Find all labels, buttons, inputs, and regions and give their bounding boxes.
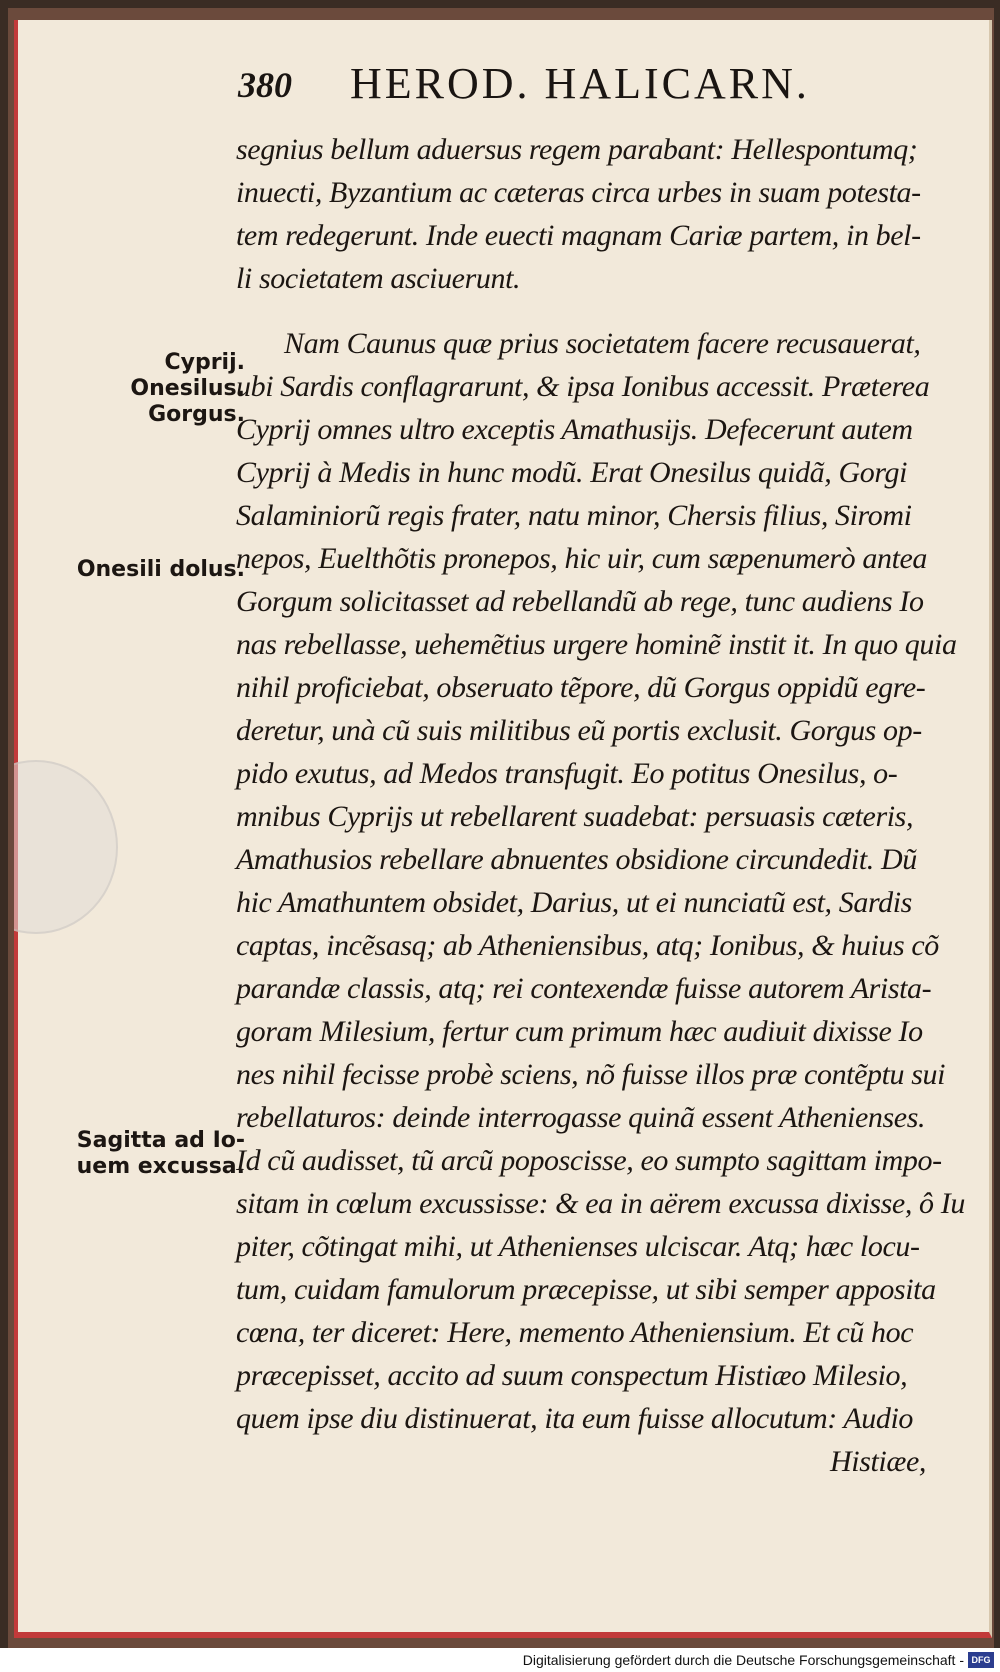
- margin-note: Onesilus.: [130, 376, 245, 401]
- text-line: captas, incẽsasq; ab Atheniensibus, atq; Ionibus, & huius cõ: [236, 929, 939, 962]
- text-line: nes nihil fecisse probè sciens, nõ fuisse illos præ contẽptu sui: [236, 1058, 946, 1091]
- text-line: ubi Sardis conflagrarunt, & ipsa Ionibus accessit. Præterea: [236, 370, 930, 403]
- text-line: Cyprij omnes ultro exceptis Amathusijs. Defecerunt autem: [236, 413, 913, 446]
- text-line: piter, cõtingat mihi, ut Athenienses ulciscar. Atq; hæc locu-: [236, 1230, 920, 1263]
- text-line: præcepisset, accito ad suum conspectum Histiæo Milesio,: [236, 1359, 908, 1392]
- text-line: tum, cuidam famulorum præcepisse, ut sibi semper apposita: [236, 1273, 936, 1306]
- margin-note: uem excussa.: [76, 1154, 245, 1179]
- text-line: Id cũ audisset, tũ arcũ poposcisse, eo sumpto sagittam impo-: [236, 1144, 942, 1177]
- text-line: goram Milesium, fertur cum primum hæc audiuit dixisse Io: [236, 1015, 923, 1048]
- digitization-footer: [0, 1648, 1000, 1672]
- margin-note: Cyprij.: [164, 350, 245, 375]
- text-line: Amathusios rebellare abnuentes obsidione circundedit. Dũ: [236, 843, 917, 876]
- text-line: hic Amathuntem obsidet, Darius, ut ei nunciatũ est, Sardis: [236, 886, 912, 919]
- text-line: Gorgum solicitasset ad rebellandũ ab rege, tunc audiens Io: [236, 585, 924, 618]
- text-line: inuecti, Byzantium ac cæteras circa urbes in suam potesta-: [236, 176, 921, 209]
- scanner-thumb-clip: [14, 760, 118, 934]
- text-line: mnibus Cyprijs ut rebellarent suadebat: persuasis cæteris,: [236, 800, 914, 833]
- running-head: [238, 54, 918, 114]
- text-line: cœna, ter diceret: Here, memento Atheniensium. Et cũ hoc: [236, 1316, 914, 1349]
- page-number: 380: [238, 65, 292, 105]
- text-line: Nam Caunus quæ prius societatem facere recusauerat,: [284, 327, 921, 360]
- text-line: segnius bellum aduersus regem parabant: Hellespontumq;: [236, 133, 918, 166]
- dfg-logo-icon: DFG: [968, 1652, 994, 1668]
- margin-note: Onesili dolus.: [76, 557, 245, 582]
- text-line: pido exutus, ad Medos transfugit. Eo potitus Onesilus, o-: [236, 757, 898, 790]
- margin-note: Sagitta ad Io-: [76, 1128, 245, 1153]
- catchword: Histiæe,: [830, 1445, 926, 1478]
- dfg-credit-text: Digitalisierung gefördert durch die Deutsche Forschungsgemeinschaft -: [522, 1652, 964, 1668]
- text-line: parandæ classis, atq; rei contexendæ fuisse autorem Arista-: [236, 972, 932, 1005]
- text-line: sitam in cœlum excussisse: & ea in aërem excussa dixisse, ô Iu: [236, 1187, 965, 1220]
- text-line: rebellaturos: deinde interrogasse quinã essent Athenienses.: [236, 1101, 926, 1134]
- text-line: deretur, unà cũ suis militibus eũ portis exclusit. Gorgus op-: [236, 714, 922, 747]
- body-text: [236, 128, 965, 1483]
- running-head-title: HEROD. HALICARN.: [350, 59, 810, 108]
- text-line: tem redegerunt. Inde euecti magnam Cariæ partem, in bel-: [236, 219, 921, 252]
- text-line: li societatem asciuerunt.: [236, 262, 521, 295]
- paragraph-gap: [236, 300, 926, 322]
- book-page: [14, 20, 992, 1638]
- text-line: nas rebellasse, uehemẽtius urgere hominẽ instit it. In quo quia: [236, 628, 957, 661]
- text-line: nihil proficiebat, obseruato tẽpore, dũ Gorgus oppidũ egre-: [236, 671, 926, 704]
- text-line: quem ipse diu distinuerat, ita eum fuisse allocutum: Audio: [236, 1402, 914, 1435]
- text-line: Salaminiorũ regis frater, natu minor, Chersis filius, Siromi: [236, 499, 912, 532]
- text-line: Cyprij à Medis in hunc modũ. Erat Onesilus quidã, Gorgi: [236, 456, 908, 489]
- text-line: nepos, Euelthõtis pronepos, hic uir, cum sæpenumerò antea: [236, 542, 928, 575]
- margin-note: Gorgus.: [148, 402, 245, 427]
